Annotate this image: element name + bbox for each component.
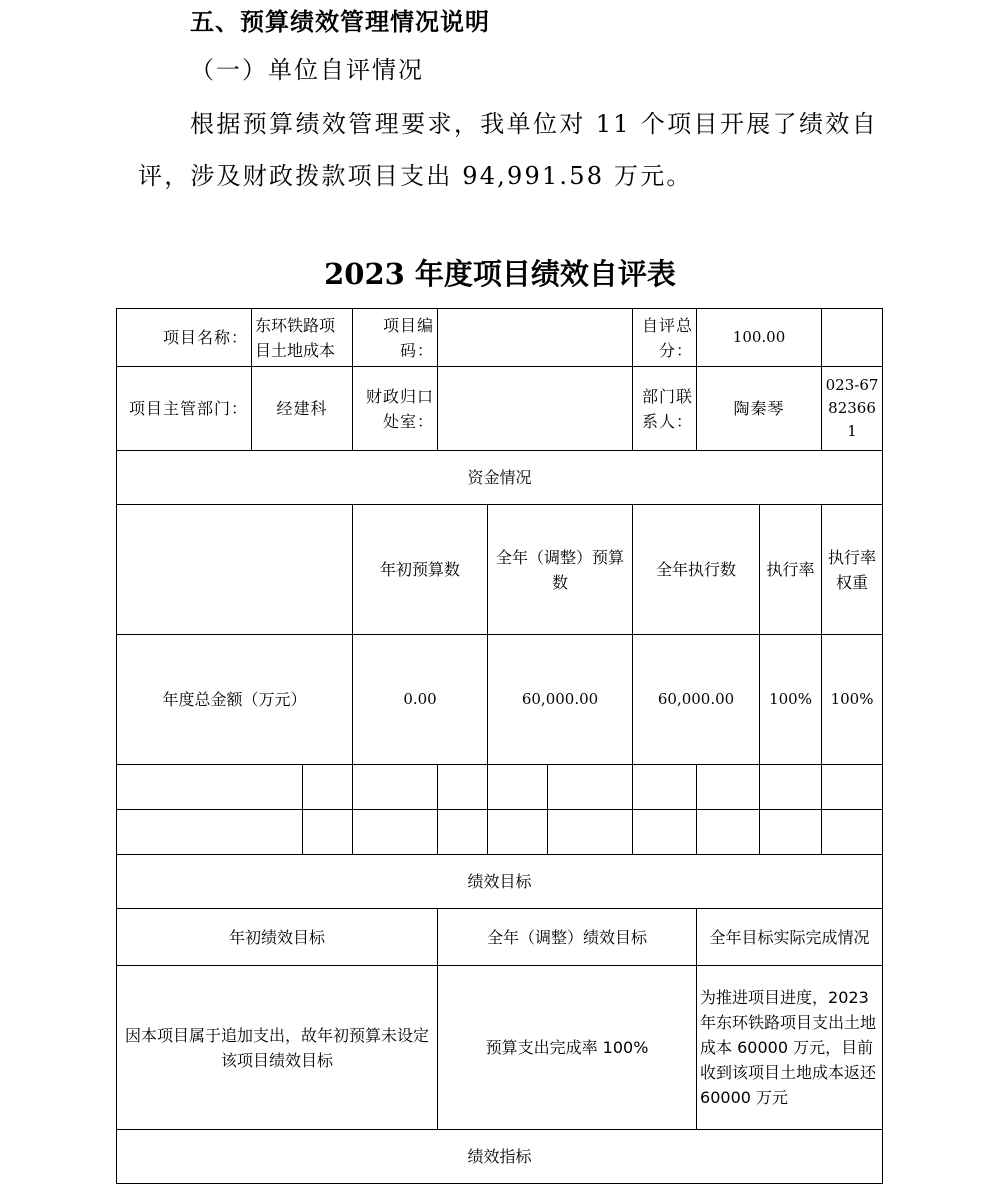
table-row [117, 966, 883, 1130]
empty-cell [353, 810, 438, 855]
empty-cell [488, 765, 548, 810]
project-name-label: 项目名称： [117, 309, 252, 367]
funds-header-initial: 年初预算数 [353, 505, 488, 635]
score-label: 自评总分： [633, 309, 697, 367]
dept-label: 项目主管部门： [117, 367, 252, 451]
empty-cell [303, 810, 353, 855]
intro-paragraph: 根据预算绩效管理要求，我单位对 11 个项目开展了绩效自评，涉及财政拨款项目支出 94,991.58 万元。 [138, 110, 878, 190]
empty-cell [488, 810, 548, 855]
dept-value: 经建科 [252, 367, 353, 451]
table-row [117, 367, 883, 451]
contact-label: 部门联系人： [633, 367, 697, 451]
funds-adjusted-value: 60,000.00 [488, 635, 633, 765]
finance-label: 财政归口处室： [353, 367, 438, 451]
project-code-value [438, 309, 633, 367]
table-row [117, 505, 883, 635]
empty-cell [438, 810, 488, 855]
goals-initial-text: 因本项目属于追加支出，故年初预算未设定该项目绩效目标 [117, 966, 438, 1130]
table-row [117, 909, 883, 966]
empty-cell [438, 765, 488, 810]
goals-section-title: 绩效目标 [117, 855, 883, 909]
phone-value: 023-67823661 [822, 367, 883, 451]
empty-cell [760, 810, 822, 855]
funds-header-executed: 全年执行数 [633, 505, 760, 635]
project-name-value: 东环铁路项目土地成本 [252, 309, 353, 367]
table-row [117, 855, 883, 909]
funds-rate-value: 100% [760, 635, 822, 765]
empty-cell [822, 765, 883, 810]
table-row [117, 635, 883, 765]
empty-cell [548, 765, 633, 810]
goals-header-adjusted: 全年（调整）绩效目标 [438, 909, 697, 966]
table-row [117, 451, 883, 505]
empty-cell [117, 810, 303, 855]
empty-cell [760, 765, 822, 810]
table-row [117, 1130, 883, 1184]
contact-value: 陶秦琴 [697, 367, 822, 451]
funds-header-adjusted: 全年（调整）预算数 [488, 505, 633, 635]
empty-cell [117, 505, 353, 635]
funds-header-rate: 执行率 [760, 505, 822, 635]
performance-table [116, 308, 883, 1184]
table-title: 2023 年度项目绩效自评表 [324, 257, 676, 291]
empty-cell [822, 309, 883, 367]
goals-header-actual: 全年目标实际完成情况 [697, 909, 883, 966]
empty-cell [822, 810, 883, 855]
score-value: 100.00 [697, 309, 822, 367]
empty-cell [697, 810, 760, 855]
funds-initial-value: 0.00 [353, 635, 488, 765]
empty-cell [697, 765, 760, 810]
empty-cell [303, 765, 353, 810]
empty-cell [117, 765, 303, 810]
table-row [117, 765, 883, 810]
funds-executed-value: 60,000.00 [633, 635, 760, 765]
subsection-heading: （一）单位自评情况 [190, 56, 424, 84]
goals-header-initial: 年初绩效目标 [117, 909, 438, 966]
indicators-section-title: 绩效指标 [117, 1130, 883, 1184]
empty-cell [353, 765, 438, 810]
funds-header-weight: 执行率权重 [822, 505, 883, 635]
empty-cell [633, 810, 697, 855]
section-heading: 五、预算绩效管理情况说明 [190, 8, 490, 36]
funds-weight-value: 100% [822, 635, 883, 765]
table-row [117, 309, 883, 367]
empty-cell [633, 765, 697, 810]
finance-value [438, 367, 633, 451]
funds-row-label: 年度总金额（万元） [117, 635, 353, 765]
funds-section-title: 资金情况 [117, 451, 883, 505]
goals-adjusted-text: 预算支出完成率 100% [438, 966, 697, 1130]
table-row [117, 810, 883, 855]
goals-actual-text: 为推进项目进度，2023 年东环铁路项目支出土地成本 60000 万元，目前收到该项目土地成本返还 60000 万元 [697, 966, 883, 1130]
project-code-label: 项目编码： [353, 309, 438, 367]
empty-cell [548, 810, 633, 855]
